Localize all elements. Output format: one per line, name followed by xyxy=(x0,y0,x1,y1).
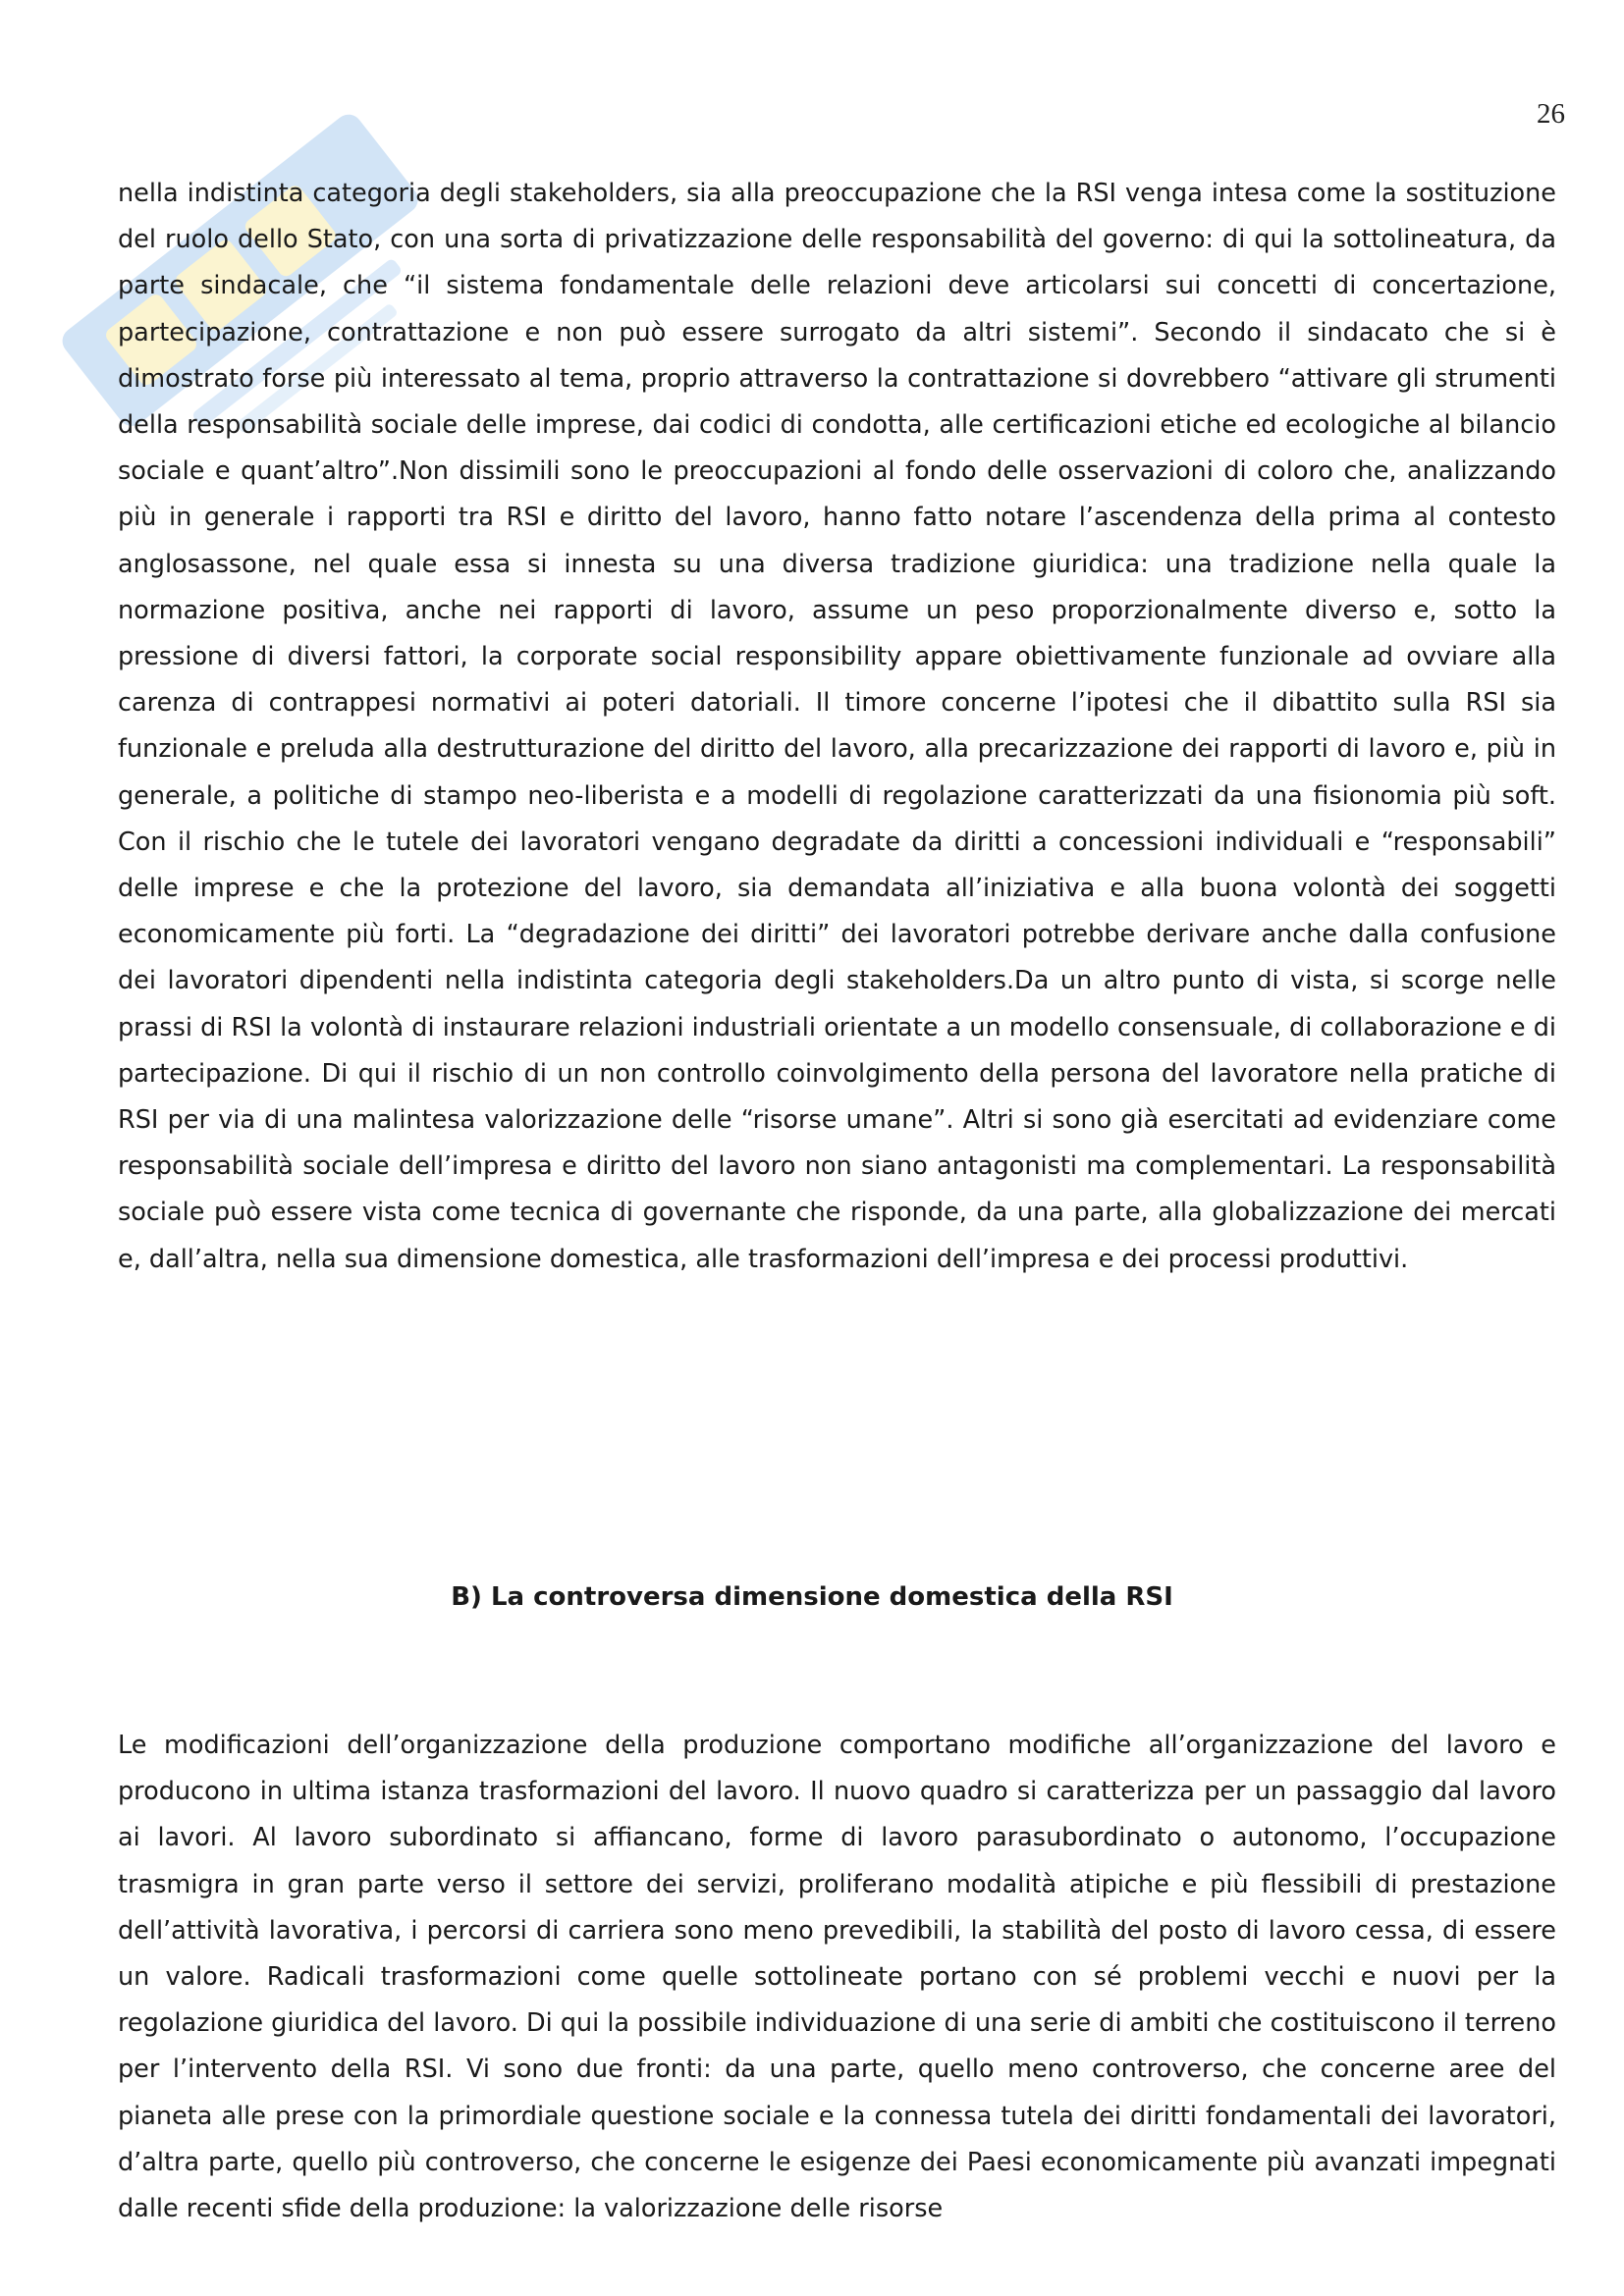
body-paragraph-2: Le modificazioni dell’organizzazione della produzione comportano modifiche all’organizzazione del lavoro e producono in ultima istanza trasformazioni del lavoro. Il nuovo quadro si caratterizza per un passaggio dal lavoro ai lavori. Al lavoro subordinato si affiancano, forme di lavoro parasubordinato o autonomo, l’occupazione trasmigra in gran parte verso il settore dei servizi, proliferano modalità atipiche e più flessibili di prestazione dell’attività lavorativa, i percorsi di carriera sono meno prevedibili, la stabilità del posto di lavoro cessa, di essere un valore. Radicali trasformazioni come quelle sottolineate portano con sé problemi vecchi e nuovi per la regolazione giuridica del lavoro. Di qui la possibile individuazione di una serie di ambiti che costituiscono il terreno per l’intervento della RSI. Vi sono due fronti: da una parte, quello meno controverso, che concerne aree del pianeta alle prese con la primordiale questione sociale e la connessa tutela dei diritti fondamentali dei lavoratori, d’altra parte, quello più controverso, che concerne le esigenze dei Paesi economicamente più avanzati impegnati dalle recenti sfide della produzione: la valorizzazione delle risorse xyxy=(118,1731,1556,2224)
page-number: 26 xyxy=(1537,98,1565,130)
section-heading: B) La controversa dimensione domestica della RSI xyxy=(451,1582,1173,1612)
body-paragraph-1: nella indistinta categoria degli stakeholders, sia alla preoccupazione che la RSI venga intesa come la sostituzione del ruolo dello Stato, con una sorta di privatizzazione delle responsabilità del governo: di qui la sottolineatura, da parte sindacale, che “il sistema fondamentale delle relazioni deve articolarsi sui concetti di concertazione, partecipazione, contrattazione e non può essere surrogato da altri sistemi”. Secondo il sindacato che si è dimostrato forse più interessato al tema, proprio attraverso la contrattazione si dovrebbero “attivare gli strumenti della responsabilità sociale delle imprese, dai codici di condotta, alle certificazioni etiche ed ecologiche al bilancio sociale e quant’altro”.Non dissimili sono le preoccupazioni al fondo delle osservazioni di coloro che, analizzando più in generale i rapporti tra RSI e diritto del lavoro, hanno fatto notare l’ascendenza della prima al contesto anglosassone, nel quale essa si innesta su una diversa tradizione giuridica: una tradizione nella quale la normazione positiva, anche nei rapporti di lavoro, assume un peso proporzionalmente diverso e, sotto la pressione di diversi fattori, la corporate social responsibility appare obiettivamente funzionale ad ovviare alla carenza di contrappesi normativi ai poteri datoriali. Il timore concerne l’ipotesi che il dibattito sulla RSI sia funzionale e preluda alla destrutturazione del diritto del lavoro, alla precarizzazione dei rapporti di lavoro e, più in generale, a politiche di stampo neo-liberista e a modelli di regolazione caratterizzati da una fisionomia più soft. Con il rischio che le tutele dei lavoratori vengano degradate da diritti a concessioni individuali e “responsabili” delle imprese e che la protezione del lavoro, sia demandata all’iniziativa e alla buona volontà dei soggetti economicamente più forti. La “degradazione dei diritti” dei lavoratori potrebbe derivare anche dalla confusione dei lavoratori dipendenti nella indistinta categoria degli stakeholders.Da un altro punto di vista, si scorge nelle prassi di RSI la volontà di instaurare relazioni industriali orientate a un modello consensuale, di collaborazione e di partecipazione. Di qui il rischio di un non controllo coinvolgimento della persona del lavoratore nella pratiche di RSI per via di una malintesa valorizzazione delle “risorse umane”. Altri si sono già esercitati ad evidenziare come responsabilità sociale dell’impresa e diritto del lavoro non siano antagonisti ma complementari. La responsabilità sociale può essere vista come tecnica di governante che risponde, da una parte, alla globalizzazione dei mercati e, dall’altra, nella sua dimensione domestica, alle trasformazioni dell’impresa e dei processi produttivi. xyxy=(118,179,1556,1274)
